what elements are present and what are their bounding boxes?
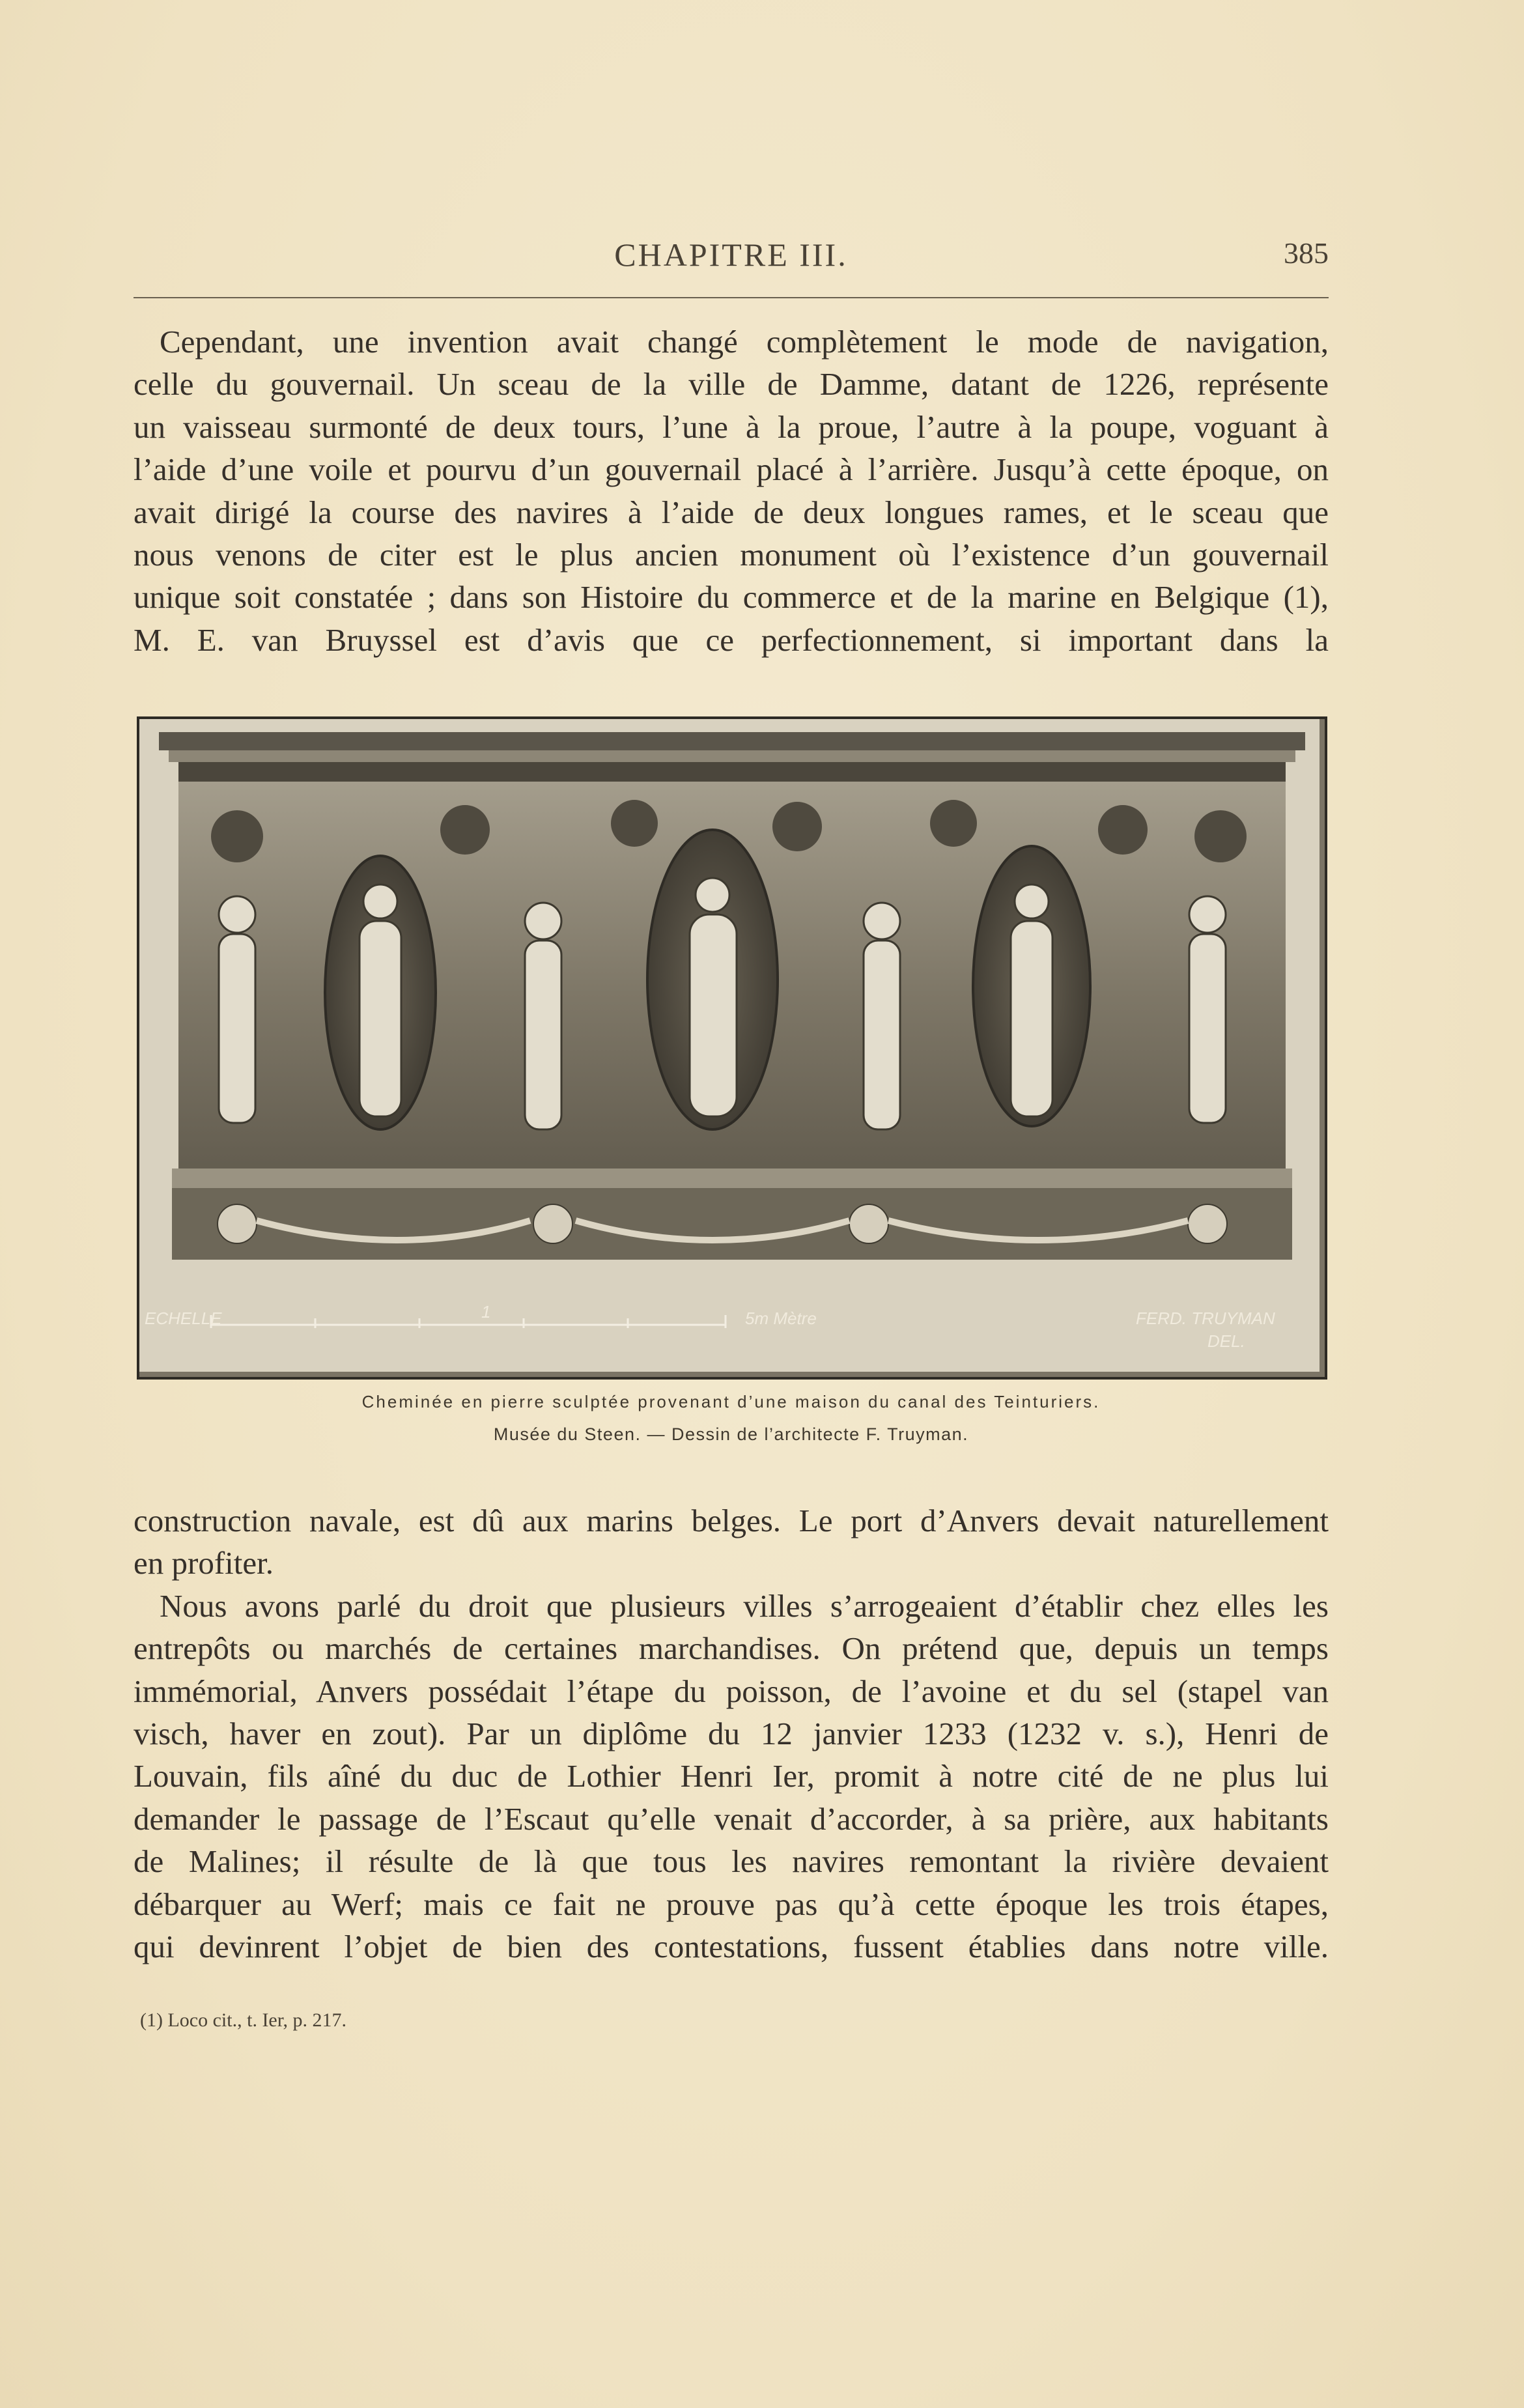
scale-label: ECHELLE [145,1309,222,1328]
fireplace-illustration [139,719,1319,1372]
text-line: Nous avons parlé du droit que plusieurs villes s’arrogeaient d’établir chez elles les [160,1587,1329,1624]
text-line: l’aide d’une voile et pourvu d’un gouvernail placé à l’arrière. Jusqu’à cette époque, on [134,451,1329,488]
text-line: Louvain, fils aîné du duc de Lothier Henri Ier, promit à notre cité de ne plus lui [134,1758,1329,1794]
paragraph-2 [134,1499,1329,1968]
text-line: entrepôts ou marchés de certaines marchandises. On prétend que, depuis un temps [134,1630,1329,1667]
text-line: de Malines; il résulte de là que tous les navires remontant la rivière devaient [134,1843,1329,1880]
text-line: en profiter. [134,1545,274,1581]
scale-end-label: 5m Mètre [745,1309,817,1328]
header-rule [134,297,1329,298]
text-line: celle du gouvernail. Un sceau de la ville de Damme, datant de 1226, représente [134,366,1329,403]
chapter-title: CHAPITRE III. [614,236,848,273]
text-line: Cependant, une invention avait changé complètement le mode de navigation, [160,324,1329,360]
fireplace-engraving [137,716,1327,1380]
running-head [134,236,1329,275]
text-line: un vaisseau surmonté de deux tours, l’une à la proue, l’autre à la poupe, voguant à [134,408,1329,445]
artist-signature: FERD. TRUYMAN [1136,1309,1275,1328]
page-number: 385 [1284,236,1329,270]
text-line: nous venons de citer est le plus ancien monument où l’existence d’un gouvernail [134,537,1329,573]
figure-caption-credit: Musée du Steen. — Dessin de l’architecte F. Truyman. [493,1424,969,1444]
text-line: qui devinrent l’objet de bien des contestations, fussent établies dans notre ville. [134,1929,1329,1965]
text-line: visch, haver en zout). Par un diplôme du 12 janvier 1233 (1232 v. s.), Henri de [134,1716,1329,1752]
text-line: M. E. van Bruyssel est d’avis que ce perfectionnement, si important dans la [134,621,1329,658]
footnote: (1) Loco cit., t. Ier, p. 217. [140,2009,347,2031]
text-line: avait dirigé la course des navires à l’aide de deux longues rames, et le sceau que [134,494,1329,530]
text-line: demander le passage de l’Escaut qu’elle venait d’accorder, à sa prière, aux habitants [134,1800,1329,1837]
scale-mark: 1 [481,1302,491,1322]
text-line: construction navale, est dû aux marins belges. Le port d’Anvers devait naturellement [134,1503,1329,1538]
paragraph-1 [134,320,1329,661]
figure-caption-title: Cheminée en pierre sculptée provenant d’une maison du canal des Teinturiers. [361,1392,1101,1411]
artist-signature-del: DEL. [1207,1331,1245,1351]
text-line: unique soit constatée ; dans son Histoire du commerce et de la marine en Belgique (1), [134,579,1329,616]
text-line: débarquer au Werf; mais ce fait ne prouve pas qu’à cette époque les trois étapes, [134,1886,1329,1922]
text-line: immémorial, Anvers possédait l’étape du poisson, de l’avoine et du sel (stapel van [134,1673,1329,1709]
